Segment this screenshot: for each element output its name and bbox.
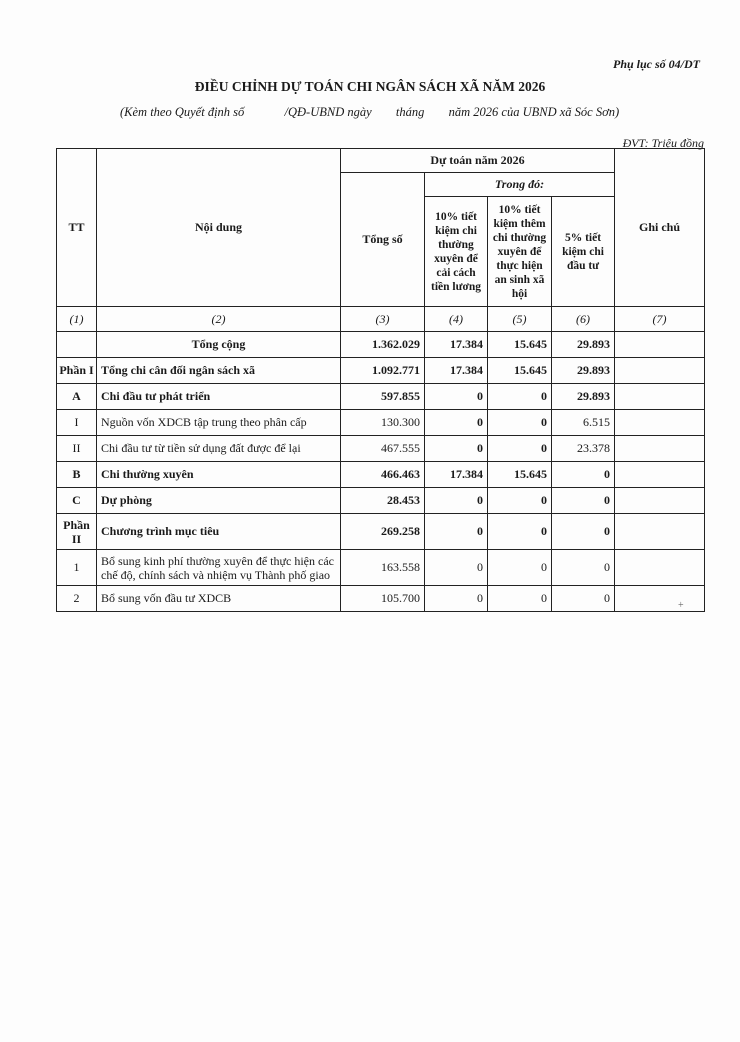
row-col5: 15.645 [488, 332, 552, 358]
row-tt: Phần II [57, 514, 97, 550]
col-number: (6) [552, 307, 615, 332]
row-col6: 0 [552, 488, 615, 514]
row-col4: 0 [425, 436, 488, 462]
col-number: (4) [425, 307, 488, 332]
row-col6: 23.378 [552, 436, 615, 462]
table-row-2-1 [57, 550, 705, 586]
row-tt: 2 [57, 586, 97, 612]
row-col6: 29.893 [552, 332, 615, 358]
budget-table [56, 148, 705, 612]
row-col5: 15.645 [488, 462, 552, 488]
row-content: Chi thường xuyên [97, 462, 341, 488]
subtitle-part-1: (Kèm theo Quyết định số [120, 105, 245, 119]
header-content: Nội dung [97, 149, 341, 307]
table-row-a [57, 384, 705, 410]
row-col6: 29.893 [552, 358, 615, 384]
row-content: Bổ sung kinh phí thường xuyên để thực hiện các chế độ, chính sách và nhiệm vụ Thành phố giao [97, 550, 341, 586]
col-number: (3) [341, 307, 425, 332]
subtitle-part-2: /QĐ-UBND ngày [284, 105, 372, 119]
row-total: 1.362.029 [341, 332, 425, 358]
table-row-2-2 [57, 586, 705, 612]
row-note [615, 332, 705, 358]
pen-mark: + [678, 600, 684, 611]
row-content: Nguồn vốn XDCB tập trung theo phân cấp [97, 410, 341, 436]
row-col5: 0 [488, 514, 552, 550]
row-col6: 0 [552, 550, 615, 586]
subtitle-part-4: năm 2026 của UBND xã Sóc Sơn) [448, 105, 620, 119]
row-total: 130.300 [341, 410, 425, 436]
row-tt [57, 332, 97, 358]
row-col4: 0 [425, 384, 488, 410]
row-col6: 0 [552, 586, 615, 612]
col-number: (1) [57, 307, 97, 332]
document-subtitle [120, 105, 619, 120]
row-total: 466.463 [341, 462, 425, 488]
row-note [615, 462, 705, 488]
row-col4: 17.384 [425, 462, 488, 488]
col-number: (2) [97, 307, 341, 332]
table-row-part-2 [57, 514, 705, 550]
table-row-part-1 [57, 358, 705, 384]
table-row-b [57, 462, 705, 488]
row-note [615, 550, 705, 586]
row-tt: C [57, 488, 97, 514]
row-note [615, 358, 705, 384]
header-col5: 10% tiết kiệm thêm chi thường xuyên để thực hiện an sinh xã hội [488, 197, 552, 307]
row-col5: 0 [488, 436, 552, 462]
row-col4: 0 [425, 410, 488, 436]
row-col4: 0 [425, 586, 488, 612]
header-budget-group: Dự toán năm 2026 [341, 149, 615, 173]
table-row-i [57, 410, 705, 436]
row-col5: 15.645 [488, 358, 552, 384]
row-tt: B [57, 462, 97, 488]
row-col5: 0 [488, 586, 552, 612]
row-col4: 17.384 [425, 332, 488, 358]
row-col6: 0 [552, 514, 615, 550]
row-col6: 29.893 [552, 384, 615, 410]
row-content: Chi đầu tư từ tiền sử dụng đất được để lại [97, 436, 341, 462]
row-note [615, 384, 705, 410]
table-row-ii [57, 436, 705, 462]
row-col5: 0 [488, 384, 552, 410]
row-total: 163.558 [341, 550, 425, 586]
row-col6: 0 [552, 462, 615, 488]
row-content: Tổng cộng [97, 332, 341, 358]
table-row-grand-total [57, 332, 705, 358]
row-content: Chương trình mục tiêu [97, 514, 341, 550]
row-total: 597.855 [341, 384, 425, 410]
row-content: Bổ sung vốn đầu tư XDCB [97, 586, 341, 612]
row-note [615, 514, 705, 550]
header-col6: 5% tiết kiệm chi đầu tư [552, 197, 615, 307]
row-col5: 0 [488, 488, 552, 514]
row-note [615, 586, 705, 612]
header-col4: 10% tiết kiệm chi thường xuyên để cải cách tiền lương [425, 197, 488, 307]
row-col5: 0 [488, 410, 552, 436]
col-number: (5) [488, 307, 552, 332]
row-col4: 0 [425, 488, 488, 514]
header-of-which: Trong đó: [425, 173, 615, 197]
unit-label: ĐVT: Triệu đồng [622, 136, 704, 150]
row-col4: 0 [425, 514, 488, 550]
row-tt: A [57, 384, 97, 410]
row-total: 1.092.771 [341, 358, 425, 384]
header-tt: TT [57, 149, 97, 307]
row-col5: 0 [488, 550, 552, 586]
row-tt: II [57, 436, 97, 462]
row-col4: 17.384 [425, 358, 488, 384]
subtitle-part-3: tháng [395, 105, 425, 119]
row-content: Tổng chi cân đối ngân sách xã [97, 358, 341, 384]
row-tt: Phần I [57, 358, 97, 384]
row-total: 28.453 [341, 488, 425, 514]
row-col4: 0 [425, 550, 488, 586]
appendix-label: Phụ lục số 04/DT [612, 57, 700, 71]
row-tt: 1 [57, 550, 97, 586]
table-row-c [57, 488, 705, 514]
row-total: 269.258 [341, 514, 425, 550]
header-total: Tổng số [341, 173, 425, 307]
row-note [615, 436, 705, 462]
document-title: ĐIỀU CHỈNH DỰ TOÁN CHI NGÂN SÁCH XÃ NĂM 2026 [194, 79, 546, 94]
row-content: Dự phòng [97, 488, 341, 514]
col-number: (7) [615, 307, 705, 332]
row-col6: 6.515 [552, 410, 615, 436]
row-note [615, 410, 705, 436]
row-note [615, 488, 705, 514]
header-note: Ghi chú [615, 149, 705, 307]
row-total: 105.700 [341, 586, 425, 612]
row-tt: I [57, 410, 97, 436]
row-total: 467.555 [341, 436, 425, 462]
column-number-row [57, 307, 705, 332]
row-content: Chi đầu tư phát triển [97, 384, 341, 410]
